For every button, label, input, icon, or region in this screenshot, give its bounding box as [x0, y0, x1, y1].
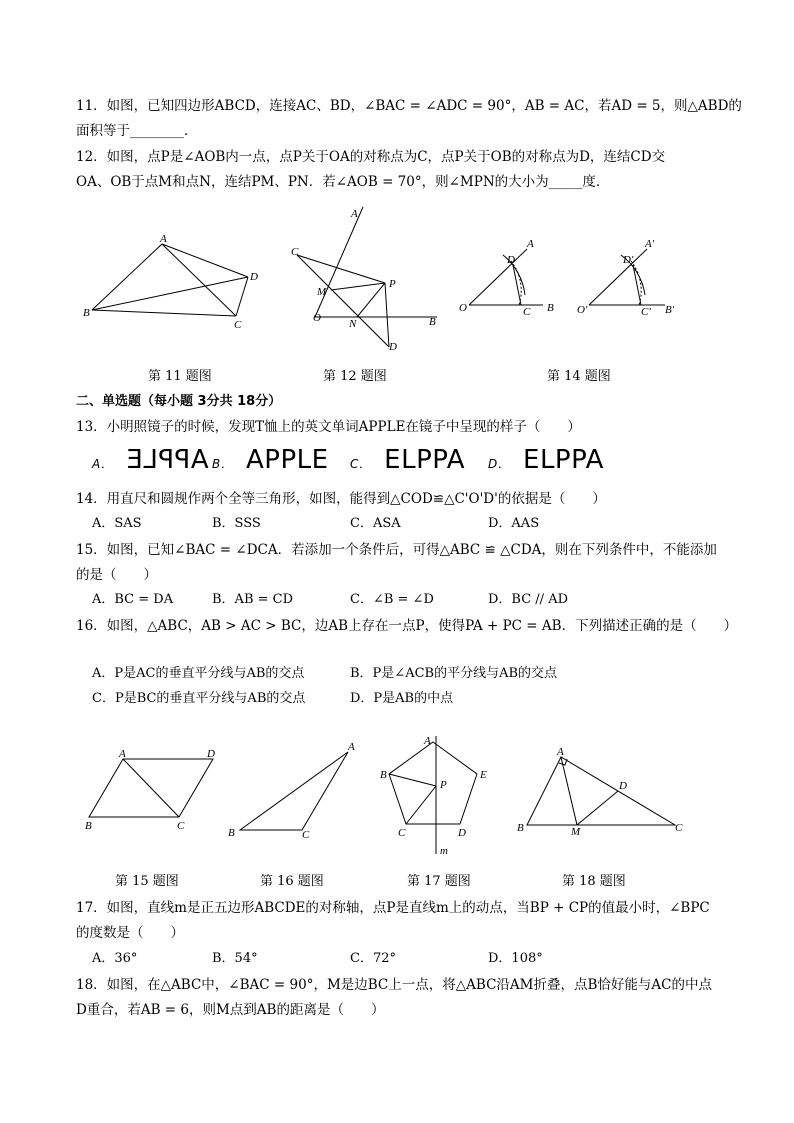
caption-fig12: 第 12 题图: [323, 369, 387, 384]
q18-line1: 18．如图，在△ABC中，∠BAC = 90°，M是边BC上一点，将△ABC沿AM折叠，点B恰好能与AC的中点: [76, 977, 712, 993]
q12-line2: OA、OB于点M和点N，连结PM、PN．若∠AOB = 70°，则∠MPN的大小为_____度．: [76, 174, 610, 190]
caption-fig15: 第 15 题图: [115, 874, 179, 889]
q14-option-a: A．SAS: [92, 516, 142, 531]
fig16-label-a: A: [348, 741, 355, 753]
fig16-label-c: C: [302, 829, 310, 841]
figure-16: [228, 738, 363, 843]
fig18-label-c: C: [675, 822, 683, 834]
q15-option-b: B．AB = CD: [212, 592, 294, 607]
fig17-label-e: E: [480, 769, 487, 781]
q16-option-c: C．P是BC的垂直平分线与AB的交点: [92, 691, 306, 706]
fig12-label-n: N: [349, 318, 357, 330]
fig12-label-o: O: [313, 312, 321, 324]
q15-option-c: C．∠B = ∠D: [350, 592, 434, 607]
fig14-label-a-prime: A': [645, 238, 655, 250]
fig17-label-a: A: [424, 735, 431, 747]
q13-option-a: [92, 445, 209, 479]
q16-option-d: D．P是AB的中点: [350, 691, 454, 706]
fig14-label-a: A: [527, 238, 534, 250]
fig12-label-a: A: [351, 208, 358, 220]
q17-line1: 17．如图，直线m是正五边形ABCDE的对称轴，点P是直线m上的动点，当BP + CP的值最小时，∠BPC: [76, 900, 710, 916]
figure-14: [455, 235, 685, 325]
fig15-label-d: D: [207, 748, 215, 760]
fig17-label-m: m: [440, 845, 448, 857]
fig18-label-b: B: [517, 822, 524, 834]
q17-option-b: B．54°: [212, 951, 258, 966]
q13-option-c: [350, 445, 465, 479]
fig12-label-d: D: [389, 341, 397, 353]
q13-option-b-text: APPLE: [246, 445, 329, 475]
fig14-label-o-prime: O': [577, 304, 588, 316]
figure-11: [80, 230, 270, 330]
fig17-label-c: C: [398, 827, 406, 839]
q11-line2: 面积等于________．: [76, 123, 198, 139]
caption-fig18: 第 18 题图: [562, 874, 626, 889]
fig18-label-m: M: [571, 826, 581, 835]
figure-12: [285, 205, 450, 355]
fig11-label-a: A: [160, 233, 167, 245]
fig14-label-o: O: [459, 302, 467, 314]
q14-stem: 14．用直尺和圆规作两个全等三角形，如图，能得到△COD≌△C'O'D'的依据是（ ）: [76, 491, 606, 507]
q18-line2: D重合，若AB = 6，则M点到AB的距离是（ ）: [76, 1002, 385, 1018]
q15-option-d: D．BC // AD: [488, 592, 568, 607]
fig15-label-a: A: [119, 748, 126, 760]
caption-fig17: 第 17 题图: [407, 874, 471, 889]
fig15-label-b: B: [85, 820, 92, 832]
q13-option-b-label: B．: [212, 457, 234, 471]
q13-option-a-text: APPLE: [125, 445, 209, 475]
q13-option-d-label: D．: [488, 457, 511, 471]
q15-line2: 的是（ ）: [76, 567, 157, 583]
q13-option-d-text: ELPPA: [523, 445, 604, 475]
figure-17: [378, 730, 498, 860]
fig11-label-d: D: [250, 271, 258, 283]
q16-option-b: B．P是∠ACB的平分线与AB的交点: [350, 666, 558, 681]
fig14-label-c-prime: C': [641, 306, 651, 318]
q15-option-a: A．BC = DA: [92, 592, 174, 607]
q13-option-b: [212, 445, 329, 479]
section-heading: 二、单选题（每小题 3分共 18分）: [76, 394, 282, 409]
q11-line1: 11．如图，已知四边形ABCD，连接AC、BD，∠BAC = ∠ADC = 90°，AB = AC，若AD = 5，则△ABD的: [76, 98, 742, 114]
fig11-label-b: B: [83, 307, 90, 319]
fig16-label-b: B: [228, 827, 235, 839]
fig17-label-b: B: [380, 769, 387, 781]
fig12-label-p: P: [389, 278, 396, 290]
figure-15: [85, 745, 225, 835]
fig12-label-b: B: [429, 316, 436, 328]
q13-option-a-label: A．: [92, 457, 114, 471]
q17-option-a: A．36°: [92, 951, 138, 966]
q17-line2: 的度数是（ ）: [76, 925, 184, 941]
fig14-label-d-prime: D': [623, 254, 634, 266]
q16-stem: 16．如图，△ABC，AB > AC > BC，边AB上存在一点P，使得PA + PC = AB．下列描述正确的是（ ）: [76, 618, 738, 634]
q14-option-b: B．SSS: [212, 516, 261, 531]
q17-option-d: D．108°: [488, 951, 543, 966]
q13-option-d: [488, 445, 604, 479]
q13-option-c-label: C．: [350, 457, 372, 471]
fig12-label-m: M: [317, 286, 327, 298]
q12-line1: 12．如图，点P是∠AOB内一点，点P关于OA的对称点为C，点P关于OB的对称点为D，连结CD交: [76, 149, 666, 165]
fig11-label-c: C: [234, 319, 242, 330]
fig18-label-d: D: [619, 780, 627, 792]
fig12-label-c: C: [291, 246, 299, 258]
figure-18: [515, 745, 690, 835]
q16-option-a: A．P是AC的垂直平分线与AB的交点: [92, 666, 305, 681]
caption-fig14: 第 14 题图: [547, 369, 611, 384]
fig14-label-b: B: [547, 302, 554, 314]
q14-option-c: C．ASA: [350, 516, 401, 531]
fig14-label-c: C: [523, 306, 531, 318]
fig17-label-d: D: [458, 827, 466, 839]
fig14-label-b-prime: B': [665, 304, 675, 316]
fig14-label-d: D: [507, 254, 515, 266]
fig15-label-c: C: [177, 820, 185, 832]
q13-stem: 13．小明照镜子的时候，发现T恤上的英文单词APPLE在镜子中呈现的样子（ ）: [76, 419, 581, 435]
fig18-label-a: A: [557, 746, 564, 758]
fig17-label-p: P: [440, 779, 447, 791]
caption-fig11: 第 11 题图: [148, 369, 212, 384]
caption-fig16: 第 16 题图: [260, 874, 324, 889]
q13-option-c-text: ELPPA: [384, 445, 466, 475]
q15-line1: 15．如图，已知∠BAC = ∠DCA．若添加一个条件后，可得△ABC ≌ △CDA，则在下列条件中，不能添加: [76, 542, 717, 558]
q17-option-c: C．72°: [350, 951, 396, 966]
q14-option-d: D．AAS: [488, 516, 540, 531]
